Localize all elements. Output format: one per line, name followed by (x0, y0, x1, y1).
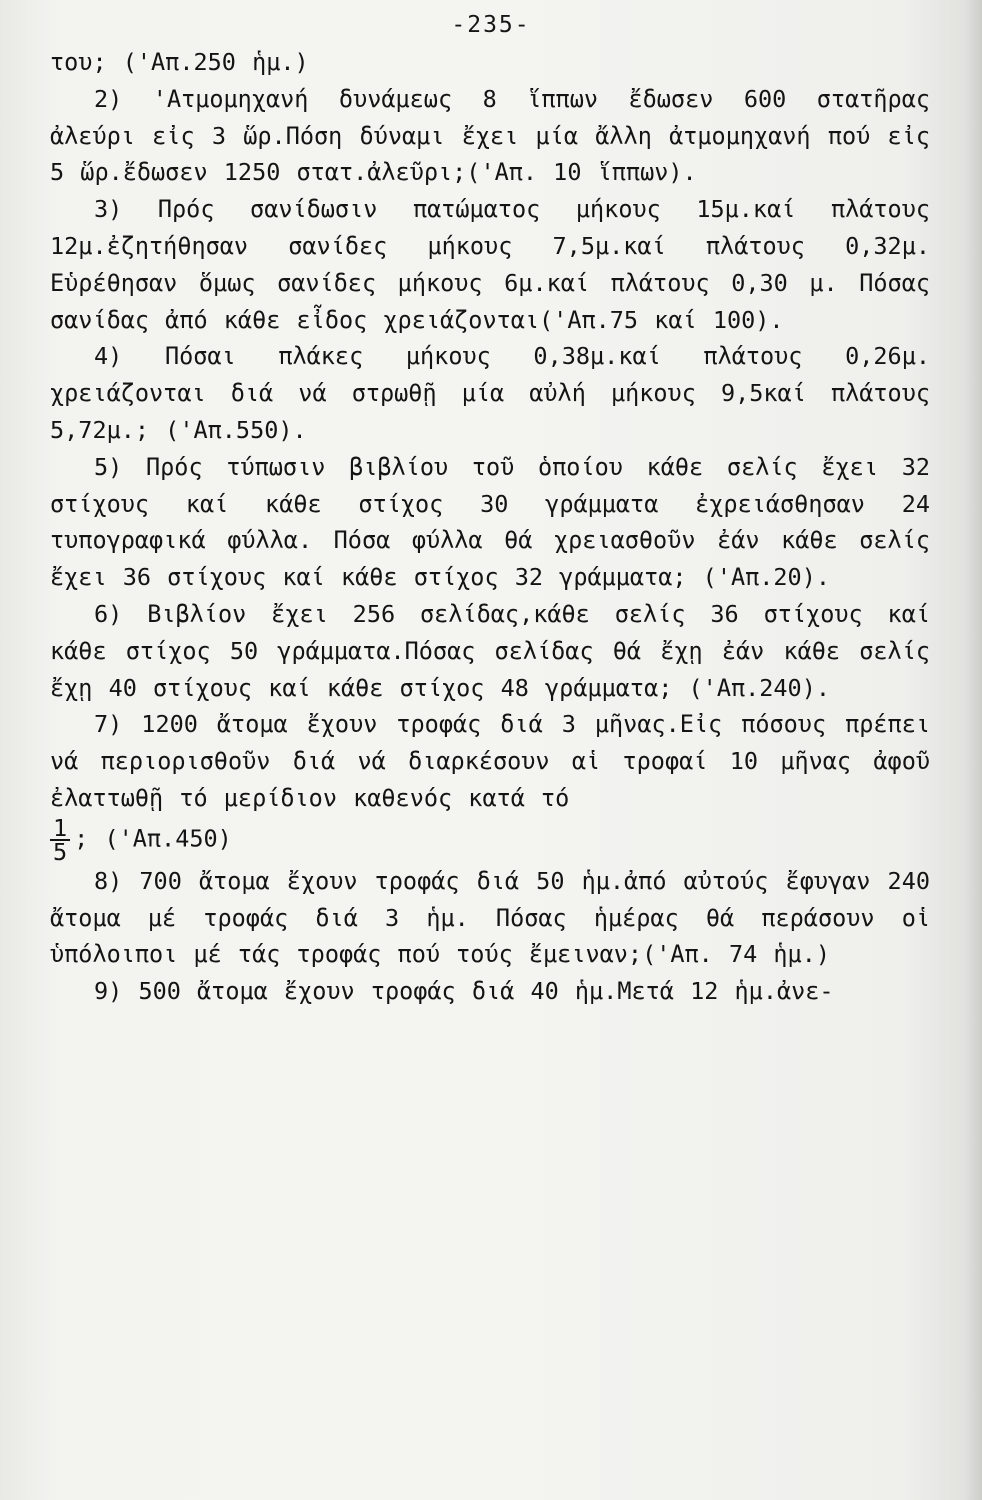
document-body (50, 44, 930, 1010)
fraction (50, 813, 70, 866)
problem-7: 7) 1200 ἄτομα ἔχουν τροφάς διά 3 μῆνας.Εἰς πόσους πρέπει νά περιορισθοῦν διά νά διαρκέσουν αἱ τροφαί 10 μῆνας ἀφοῦ ἐλαττωθῇ τό μερίδιον καθενός κατά τό (50, 710, 930, 812)
page-edge-shadow (964, 0, 982, 1500)
fraction-denominator: 5 (53, 837, 68, 866)
page-number: -235- (451, 12, 531, 38)
paragraph-intro: του; ('Απ.250 ἡμ.) (50, 48, 309, 76)
problem-7-continuation (50, 813, 930, 866)
problem-3: 3) Πρός σανίδωσιν πατώματος μήκους 15μ.καί πλάτους 12μ.ἐζητήθησαν σανίδες μήκους 7,5μ.καί πλάτους 0,32μ. Εὑρέθησαν ὅμως σανίδες μήκους 6μ.καί πλάτους 0,30 μ. Πόσας σανίδας ἀπό κάθε εἶδος χρειάζονται('Απ.75 καί 100). (50, 195, 930, 334)
problem-9: 9) 500 ἄτομα ἔχουν τροφάς διά 40 ἡμ.Μετά 12 ἡμ.ἀνε- (94, 977, 834, 1006)
problem-4: 4) Πόσαι πλάκες μήκους 0,38μ.καί πλάτους 0,26μ. χρειάζονται διά νά στρωθῇ μία αὐλή μήκους 9,5καί πλάτους 5,72μ.; ('Απ.550). (50, 342, 930, 444)
problem-5: 5) Πρός τύπωσιν βιβλίου τοῦ ὁποίου κάθε σελίς ἔχει 32 στίχους καί κάθε στίχος 30 γράμματα ἐχρειάσθησαν 24 τυπογραφικά φύλλα. Πόσα φύλλα θά χρειασθοῦν ἐάν κάθε σελίς ἔχει 36 στίχους καί κάθε στίχος 32 γράμματα; ('Απ.20). (50, 452, 930, 592)
problem-7-answer: ; ('Απ.450) (74, 824, 232, 853)
problem-6: 6) Βιβλίον ἔχει 256 σελίδας,κάθε σελίς 36 στίχους καί κάθε στίχος 50 γράμματα.Πόσας σελίδας θά ἔχῃ ἐάν κάθε σελίς ἔχῃ 40 στίχους καί κάθε στίχος 48 γράμματα; ('Απ.240). (50, 599, 930, 702)
fraction-numerator: 1 (50, 817, 70, 841)
problem-8: 8) 700 ἄτομα ἔχουν τροφάς διά 50 ἡμ.ἀπό αὐτούς ἔφυγαν 240 ἄτομα μέ τροφάς διά 3 ἡμ. Πόσας ἡμέρας θά περάσουν οἱ ὑπόλοιποι μέ τάς τροφάς πού τούς ἔμειναν;('Απ. 74 ἡμ.) (50, 866, 930, 969)
problem-2: 2) 'Ατμομηχανή δυνάμεως 8 ἵππων ἔδωσεν 600 στατῆρας ἀλεύρι εἰς 3 ὥρ.Πόση δύναμι ἔχει μία ἄλλη ἀτμομηχανή πού εἰς 5 ὥρ.ἔδωσεν 1250 στατ.ἀλεῦρι;('Απ. 10 ἵππων). (50, 84, 930, 187)
